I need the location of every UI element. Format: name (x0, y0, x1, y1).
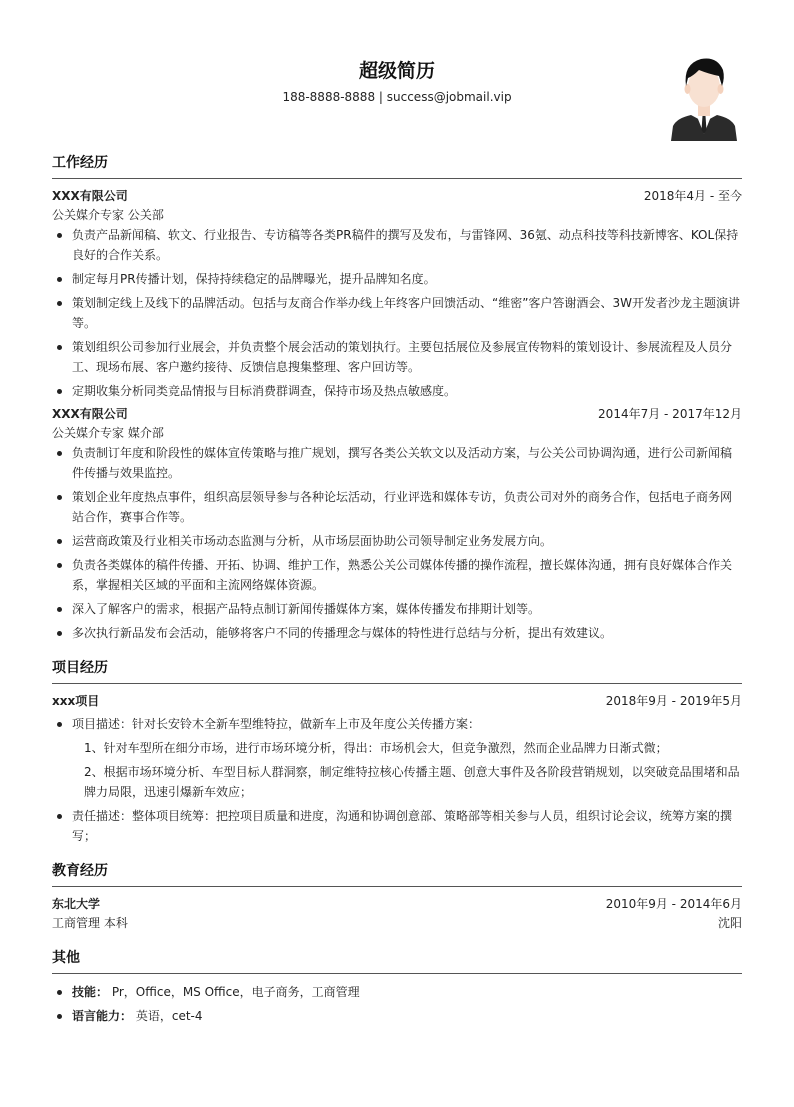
section-title-other: 其他 (52, 947, 742, 974)
city: 沈阳 (717, 916, 742, 930)
list-item: 策划组织公司参加行业展会，并负责整个展会活动的策划执行。主要包括展位及参展宣传物料的策划设计、参展流程及人员分工、现场布展、客户邀约接待、反馈信息搜集整理、客户回访等。 (52, 337, 742, 377)
skills-value: Pr，Office，MS Office，电子商务，工商管理 (111, 985, 360, 999)
resume-header (52, 0, 742, 146)
list-item (52, 982, 742, 1002)
education-sub (52, 913, 742, 933)
candidate-name: 超级简历 (358, 60, 435, 82)
section-title-project: 项目经历 (52, 657, 742, 684)
work-section (52, 152, 742, 643)
work-role (52, 423, 742, 443)
role-title: 公关媒介专家 公关部 (52, 208, 164, 222)
list-item: 多次执行新品发布会活动，能够将客户不同的传播理念与媒体的特性进行总结与分析，提出有效建议。 (52, 623, 742, 643)
list-item: 策划制定线上及线下的品牌活动。包括与友商合作举办线上年终客户回馈活动、“维密”客户答谢酒会、3W开发者沙龙主题演讲等。 (52, 293, 742, 333)
contact-info: 188-8888-8888 | success@jobmail.vip (282, 90, 512, 104)
list-item: 负责各类媒体的稿件传播、开拓、协调、维护工作，熟悉公关公司媒体传播的操作流程，擅长媒体沟通，拥有良好媒体合作关系，掌握相关区域的平面和主流网络媒体资源。 (52, 555, 742, 595)
school-name: 东北大学 (52, 897, 101, 911)
list-item: 项目描述：针对长安铃木全新车型维特拉，做新车上市及年度公关传播方案： (52, 714, 742, 734)
work-entry (52, 405, 742, 643)
work-entry-header (52, 187, 742, 205)
duty-list (52, 225, 742, 401)
project-desc-item: 2、根据市场环境分析、车型目标人群洞察，制定维特拉核心传播主题、创意大事件及各阶段营销规划，以突破竞品围堵和品牌力局限，迅速引爆新车效应； (84, 765, 740, 799)
list-item: 负责制订年度和阶段性的媒体宣传策略与推广规划，撰写各类公关软文以及活动方案，与公关公司协调沟通，进行公司新闻稿件传播与效果监控。 (52, 443, 742, 483)
other-section (52, 947, 742, 1026)
list-item: 责任描述：整体项目统筹：把控项目质量和进度，沟通和协调创意部、策略部等相关参与人员，组织讨论会议，统筹方案的撰写； (52, 806, 742, 846)
project-date: 2018年9月 - 2019年5月 (605, 694, 742, 708)
role-title: 公关媒介专家 媒介部 (52, 426, 164, 440)
list-item (52, 1006, 742, 1026)
education-date: 2010年9月 - 2014年6月 (605, 897, 742, 911)
project-entry-header (52, 692, 742, 710)
list-item: 深入了解客户的需求，根据产品特点制订新闻传播媒体方案，媒体传播发布排期计划等。 (52, 599, 742, 619)
work-date: 2014年7月 - 2017年12月 (598, 407, 742, 421)
other-list (52, 982, 742, 1026)
list-item: 运营商政策及行业相关市场动态监测与分析，从市场层面协助公司领导制定业务发展方向。 (52, 531, 742, 551)
avatar (669, 54, 739, 141)
major: 工商管理 本科 (52, 916, 128, 930)
skills-label: 技能： (72, 985, 109, 999)
project-duty-list (52, 806, 742, 846)
language-value: 英语，cet-4 (135, 1009, 203, 1023)
list-item: 定期收集分析同类竞品情报与目标消费群调查，保持市场及热点敏感度。 (52, 381, 742, 401)
list-item: 制定每月PR传播计划，保持持续稳定的品牌曝光，提升品牌知名度。 (52, 269, 742, 289)
section-title-work: 工作经历 (52, 152, 742, 179)
project-list (52, 714, 742, 734)
duty-list (52, 443, 742, 643)
work-role (52, 205, 742, 225)
project-desc-item: 1、针对车型所在细分市场，进行市场环境分析，得出：市场机会大，但竞争激烈，然而企业品牌力日渐式微； (84, 741, 668, 755)
education-section (52, 860, 742, 933)
company-name: XXX有限公司 (52, 189, 128, 203)
work-entry-header (52, 405, 742, 423)
work-date: 2018年4月 - 至今 (643, 189, 742, 203)
company-name: XXX有限公司 (52, 407, 128, 421)
project-name: xxx项目 (52, 694, 100, 708)
project-section (52, 657, 742, 846)
list-item: 策划企业年度热点事件，组织高层领导参与各种论坛活动，行业评选和媒体专访，负责公司对外的商务合作，包括电子商务网站合作，赛事合作等。 (52, 487, 742, 527)
list-item: 负责产品新闻稿、软文、行业报告、专访稿等各类PR稿件的撰写及发布，与雷锋网、36氪、动点科技等科技新博客、KOL保持良好的合作关系。 (52, 225, 742, 265)
work-entry (52, 187, 742, 401)
language-label: 语言能力： (72, 1009, 133, 1023)
education-entry-header (52, 895, 742, 913)
section-title-education: 教育经历 (52, 860, 742, 887)
